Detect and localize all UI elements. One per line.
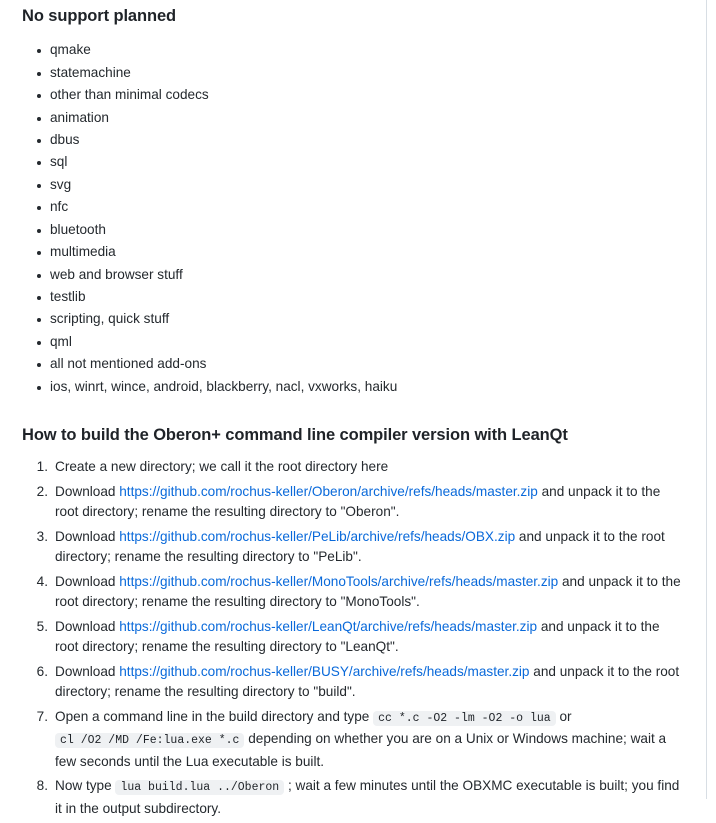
list-item-label: bluetooth — [50, 221, 106, 237]
download-link[interactable]: https://github.com/rochus-keller/BUSY/archive/refs/heads/master.zip — [119, 663, 530, 679]
step-text: Download — [55, 528, 120, 544]
list-item — [22, 308, 682, 330]
inline-code-snippet: cl /O2 /MD /Fe:lua.exe *.c — [55, 733, 244, 748]
list-item-label: animation — [50, 109, 109, 125]
build-step — [22, 572, 682, 613]
step-text: and unpack it to the root directory; rename the resulting directory to "PeLib". — [55, 528, 665, 565]
list-item — [22, 129, 682, 151]
build-instructions-heading: How to build the Oberon+ command line compiler version with LeanQt — [22, 425, 568, 444]
list-item — [22, 331, 682, 353]
step-text: Download — [55, 573, 120, 589]
list-item — [22, 196, 682, 218]
list-item-label: qmake — [50, 42, 91, 58]
build-steps-list — [22, 457, 682, 819]
download-link[interactable]: https://github.com/rochus-keller/Oberon/archive/refs/heads/master.zip — [119, 483, 538, 499]
list-item-label: scripting, quick stuff — [50, 311, 170, 327]
list-item-label: multimedia — [50, 244, 116, 260]
list-item-label: all not mentioned add-ons — [50, 356, 207, 372]
build-step — [22, 776, 682, 819]
step-text: and unpack it to the root directory; rename the resulting directory to "LeanQt". — [55, 618, 660, 655]
page-title: No support planned — [22, 7, 177, 25]
list-item-label: svg — [50, 176, 72, 192]
list-item — [22, 174, 682, 196]
list-item-label: dbus — [50, 132, 80, 148]
list-item — [22, 84, 682, 106]
list-item — [22, 264, 682, 286]
list-item-label: qml — [50, 333, 72, 349]
list-item — [22, 219, 682, 241]
list-item-label: sql — [50, 154, 68, 170]
step-text: and unpack it to the root directory; rename the resulting directory to "MonoTools". — [55, 573, 681, 610]
build-step — [22, 482, 682, 523]
step-text: Download — [55, 483, 120, 499]
build-step — [22, 457, 682, 478]
list-item — [22, 376, 682, 398]
step-text: Create a new directory; we call it the root directory here — [55, 459, 389, 475]
step-text: Open a command line in the build directory and type — [55, 708, 374, 724]
build-step — [22, 527, 682, 568]
step-text: or — [555, 708, 572, 724]
download-link[interactable]: https://github.com/rochus-keller/PeLib/archive/refs/heads/OBX.zip — [119, 528, 516, 544]
pane-right-divider — [706, 0, 707, 799]
list-item-label: testlib — [50, 288, 86, 304]
list-item-label: statemachine — [50, 64, 131, 80]
list-item-label: other than minimal codecs — [50, 87, 209, 103]
download-link[interactable]: https://github.com/rochus-keller/LeanQt/archive/refs/heads/master.zip — [119, 618, 538, 634]
step-text: depending on whether you are on a Unix or Windows machine; wait a few seconds until the Lua executable is built. — [55, 731, 667, 769]
inline-code-snippet: lua build.lua ../Oberon — [115, 780, 284, 795]
download-link[interactable]: https://github.com/rochus-keller/MonoTools/archive/refs/heads/master.zip — [119, 573, 559, 589]
build-step — [22, 617, 682, 658]
step-text: and unpack it to the root directory; rename the resulting directory to "build". — [55, 663, 680, 700]
step-text: and unpack it to the root directory; rename the resulting directory to "Oberon". — [55, 483, 661, 520]
step-text: ; wait a few minutes until the OBXMC executable is built; you find it in the output subdirectory. — [55, 778, 680, 816]
list-item — [22, 353, 682, 375]
list-item — [22, 286, 682, 308]
list-item-label: nfc — [50, 199, 69, 215]
build-step — [22, 707, 682, 773]
list-item-label: web and browser stuff — [50, 266, 183, 282]
list-item — [22, 107, 682, 129]
step-text: Download — [55, 618, 120, 634]
list-item-label: ios, winrt, wince, android, blackberry, nacl, vxworks, haiku — [50, 378, 398, 394]
step-text: Download — [55, 663, 120, 679]
list-item — [22, 62, 682, 84]
list-item — [22, 39, 682, 61]
inline-code-snippet: cc *.c -O2 -lm -O2 -o lua — [373, 711, 556, 726]
unsupported-features-list — [22, 39, 682, 398]
step-text: Now type — [55, 778, 116, 794]
list-item — [22, 151, 682, 173]
list-item — [22, 241, 682, 263]
build-step — [22, 662, 682, 703]
